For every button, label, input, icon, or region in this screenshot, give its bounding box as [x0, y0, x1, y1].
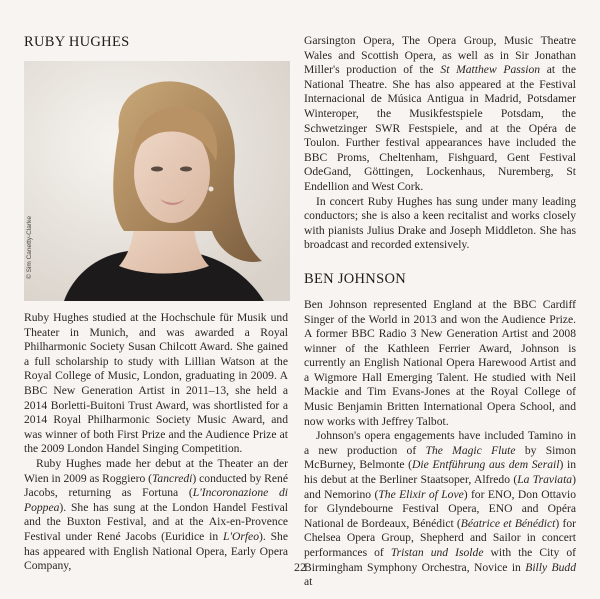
- text-run: Ruby Hughes studied at the Hochschule für Musik und Theater in Munich, and was awarded a Royal Philharmonic Society Susan Chilcott Award. She gained a full scholarship to study with Lillian Watson at the Royal College of Music, London, graduating in 2009. A BBC New Generation Artist in 2011–13, she held a 2014 Borletti-Buitoni Trust Award, was shortlisted for a 2014 Royal Philharmonic Society Music Award, and was winner of both First Prize and the Audience Prize at the 2009 London Handel Singing Competition.: [24, 311, 288, 456]
- italic-title: Billy Budd: [525, 560, 576, 574]
- left-column: [24, 34, 288, 574]
- italic-title: Tancredi: [152, 471, 193, 485]
- italic-title: L'Orfeo: [223, 529, 259, 543]
- text-run: by Simon McBurney, Belmonte (: [304, 443, 576, 472]
- right-column: [304, 34, 576, 590]
- ruby-bio-paragraph-1: [24, 311, 288, 457]
- photo-credit: © Sim Canetty-Clarke: [26, 216, 33, 279]
- text-run: ). She has sung at the London Handel Festival and the Buxton Festival, and at the Aix-en-Provence Festival under René Jacobs (Euridice in: [24, 500, 288, 543]
- italic-title: Tristan und Isolde: [390, 546, 484, 559]
- text-run: ) for ENO, Don Ottavio for Glyndebourne Festival Opera, ENO and Opéra National de Bordeaux, Bénédict (: [304, 487, 576, 530]
- text-run: Garsington Opera, The Opera Group, Music Theatre Wales and Scottish Opera, as well as in Sir Jonathan Miller's production of the: [304, 34, 576, 77]
- text-run: with the City of Birmingham Symphony Orchestra, Novice in: [304, 546, 576, 574]
- text-run: ) in his debut at the Berliner Staatsoper, Alfredo (: [304, 458, 577, 487]
- text-run: Johnson's opera engagements have included Tamino in a new production of: [304, 429, 576, 457]
- ruby-hughes-heading: RUBY HUGHES: [24, 34, 130, 50]
- portrait-illustration: [24, 61, 290, 301]
- text-run: Ruby Hughes made her debut at the Theater an der Wien in 2009 as Roggiero (: [24, 456, 288, 485]
- text-run: at the National Theatre. She has also appeared at the Festival Internacional de Música Antigua in Madrid, Potsdamer Winteroper, the Musikfestspiele Potsdam, the Schwetzinger SWR Festspiele, and at the Opéra de Toulon. Further festival appearances have included the BBC Proms, Cheltenham, Fishguard, Gent Festival OdeGand, Göttingen, Lockenhaus, Nuremberg, St Endellion and West Cork.: [304, 63, 576, 193]
- italic-title: Béatrice et Bénédict: [460, 516, 556, 530]
- page-number: 22: [294, 560, 306, 574]
- text-run: ). She has appeared with English National Opera, Early Opera Company,: [24, 529, 288, 573]
- text-run: ) conducted by René Jacobs, returning as Fortuna (: [24, 471, 289, 500]
- ruby-hughes-portrait: [24, 61, 290, 301]
- italic-title: The Magic Flute: [425, 443, 516, 457]
- italic-title: L'Incoronazione di Poppea: [24, 486, 289, 514]
- italic-title: St Matthew Passion: [440, 63, 541, 77]
- italic-title: La Traviata: [517, 473, 573, 487]
- italic-title: The Elixir of Love: [378, 487, 464, 501]
- text-run: at: [304, 575, 313, 589]
- ben-bio-paragraph-1: [304, 298, 576, 429]
- ruby-bio-paragraph-3: [304, 34, 576, 195]
- ben-johnson-section: [304, 271, 576, 590]
- ruby-bio-paragraph-4: [304, 195, 576, 253]
- ruby-bio-paragraph-2: [24, 457, 288, 574]
- text-run: ) for Chelsea Opera Group, Shepherd and Sailor in concert performances of: [304, 516, 576, 559]
- italic-title: Die Entführung aus dem Serail: [412, 458, 560, 472]
- text-run: Ben Johnson represented England at the BBC Cardiff Singer of the World in 2013 and won the Audience Prize. A former BBC Radio 3 New Generation Artist and 2008 winner of the Kathleen Ferrier Award, Johnson is currently an English National Opera Harewood Artist and a Wigmore Hall Emerging Talent. He studied with Neil Mackie and Tim Evans-Jones at the Royal College of Music Benjamin Britten International Opera School, and now works with Jeffrey Talbot.: [304, 297, 576, 428]
- ben-johnson-heading: BEN JOHNSON: [304, 270, 406, 287]
- text-run: In concert Ruby Hughes has sung under many leading conductors; she is also a keen recitalist and works closely with pianists Julius Drake and Joseph Middleton. She has broadcast and recorded extensively.: [304, 194, 576, 252]
- text-run: ) and Nemorino (: [304, 473, 576, 501]
